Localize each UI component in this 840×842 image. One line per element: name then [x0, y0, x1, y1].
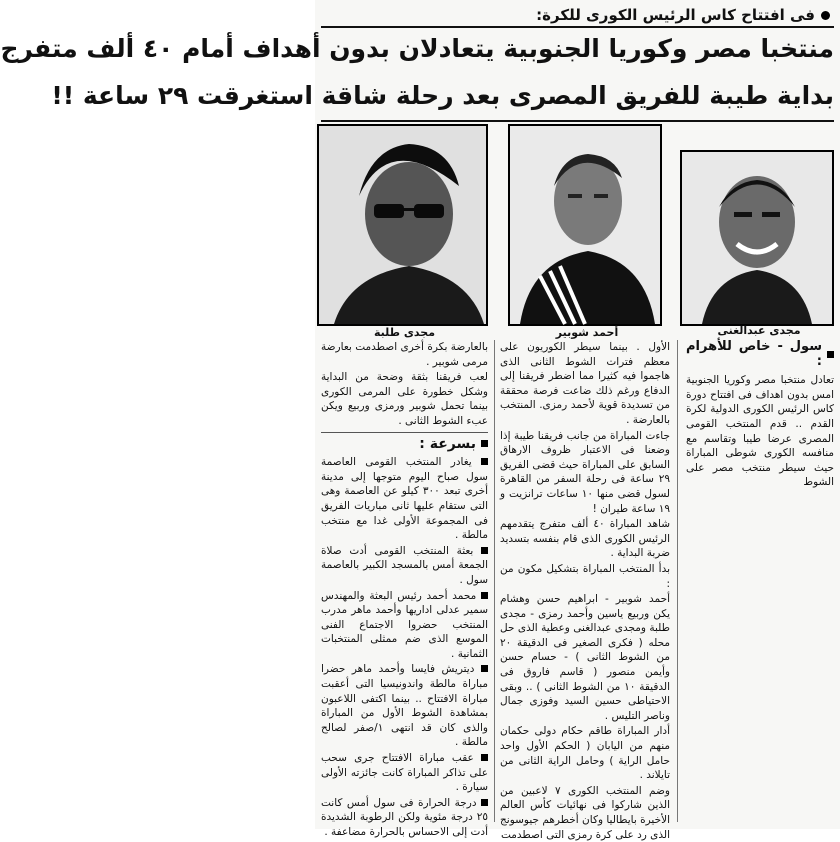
- paragraph: وضم المنتخب الكورى ٧ لاعبين من الذين شاركوا فى نهائيات كأس العالم الأخيرة بايطاليا وكان أخطرهم جيوسونج الذى رد على كرة رمزى التى اصطدمت: [500, 784, 670, 841]
- photo-ahmed-shobeir: [508, 124, 662, 326]
- paragraph: أدار المباراة طاقم حكام دولى حكمان منهم من اليابان ( الحكم الأول واحد حامل الراية ) وحامل الراية الثانى من تايلاند .: [500, 725, 670, 782]
- bullet-icon: [821, 11, 830, 20]
- column-divider: [677, 340, 678, 822]
- paragraph: لعب فريقنا بثقة وضحة من البداية وشكل خطورة على المرمى الكورى بينما تحمل شوبير ورمزى وربيع ويكن عبء الشوط الثانى .: [321, 371, 488, 427]
- brief-item: محمد أحمد رئيس البعثة والمهندس سمير عدلى اداريها وأحمد ماهر مدرب المنتخب حضروا الاجتماع الفنى الموسع الذى ضم ممثلى المنتخبات الثمانية .: [321, 589, 488, 660]
- divider: [321, 432, 488, 433]
- brief-item: بعثة المنتخب القومى أدت صلاة الجمعة أمس بالمسجد الكبير بالعاصمة سول .: [321, 544, 488, 586]
- article-column-middle: [500, 340, 671, 841]
- byline: سول - خاص للأهرام :: [686, 340, 834, 369]
- bullet-icon: [481, 547, 488, 554]
- bullet-icon: [481, 440, 488, 447]
- article-column-left: [321, 340, 488, 838]
- rule: [321, 120, 834, 122]
- paragraph: بالعارضة بكرة أخرى اصطدمت بعارضة مرمى شوبير .: [321, 341, 488, 368]
- brief-item: ديتريش فايسا وأحمد ماهر حضرا مباراة مالطة واندونيسيا التى أعقبت مباراة الافتتاح .. بينما اكتفى اللاعبون بمشاهدة الشوط الأول من المباراة والذى كان قد انتهى ١/صفر لصالح مالطة .: [321, 663, 488, 749]
- player-portrait-sunglasses-icon: [319, 126, 486, 324]
- kicker-text: فى افتتاح كاس الرئيس الكورى للكرة:: [536, 6, 815, 24]
- paragraph: شاهد المباراة ٤٠ ألف متفرج يتقدمهم الرئيس الكورى الذى قام بنفسه بتسديد ضربة البداية .: [500, 518, 670, 560]
- photo-magdy-tolba: [317, 124, 488, 326]
- paragraph: أحمد شوبير - ابراهيم حسن وهشام يكن وربيع ياسين وأحمد رمزى - مجدى طلبة ومجدى عبدالغنى وعطية الذى حل محله ( فكرى الصغير فى الدقيقة ٢٠ من الشوط الثانى ) - حسام حسن وأيمن منصور ( قاسم فاروق فى الدقيقة ١٠ من الشوط الثانى ) .. وبقى الاحتياطى حسين السيد وفوزى جمال وناصر التليس .: [500, 593, 670, 722]
- photo-caption: أحمد شوبير: [555, 326, 619, 339]
- bullet-icon: [481, 799, 488, 806]
- column-divider: [494, 340, 495, 822]
- player-portrait-jersey-icon: [510, 126, 660, 324]
- brief-item: عقب مباراة الافتتاح جرى سحب على تذاكر المباراة كانت جائزته الأولى سيارة .: [321, 752, 488, 794]
- paragraph: الأول . بينما سيطر الكوريون على معظم فترات الشوط الثانى الذى هاجموا فيه كثيرا مما اضطر فريقنا إلى الدفاع ورغم ذلك ضاعت فرصة محققة من تسديدة قوية لأحمد رمزى. المنتخب بالعارضة .: [500, 341, 670, 426]
- photo-magdy-abdelghany: [680, 150, 834, 326]
- player-portrait-smiling-icon: [682, 152, 832, 324]
- bullet-icon: [481, 592, 488, 599]
- photo-caption: مجدى عبدالغنى: [717, 324, 801, 337]
- brief-item: يغادر المنتخب القومى العاصمة سول صباح اليوم متوجها إلى مدينة أخرى تبعد ٣٠٠ كيلو عن العاصمة وهى التى ستقام عليها ثانى مباريات الفريق فى المجموعة الأولى غدا مع منتخب مالطة .: [321, 456, 488, 542]
- paragraph: تعادل منتخبا مصر وكوريا الجنوبية امس بدون اهداف فى افتتاح دورة كاس الرئيس الكورى الدولية لكرة القدم .. قدم المنتخب القومى المصرى عرضا طيبا وتقاسم مع منافسه الكورى شوطى المباراة حيث سيطر منتخب مصر على الشوط: [686, 374, 834, 489]
- subheadline: بداية طيبة للفريق المصرى بعد رحلة شاقة استغرقت ٢٩ ساعة !!: [51, 81, 834, 110]
- paragraph: جاءت المباراة من جانب فريقنا طيبة إذا وضعنا فى الاعتبار ظروف الارهاق السابق على المباراة حيث قضى الفريق ٢٩ ساعة فى رحلة السفر من القاهرة لسول قضى منها ١٠ ساعات ترانزيت و ١٩ ساعة طيران !: [500, 429, 671, 515]
- briefs-heading: بسرعة :: [321, 437, 488, 452]
- brief-item: درجة الحرارة فى سول أمس كانت ٢٥ درجة مئوية ولكن الرطوبة الشديدة أدت إلى الاحساس بالحرارة مضاعفة .: [321, 796, 488, 838]
- photo-caption: مجدى طلبة: [373, 326, 435, 339]
- paragraph: بدأ المنتخب المباراة بتشكيل مكون من :: [500, 562, 670, 590]
- bullet-icon: [481, 665, 488, 672]
- bullet-icon: [481, 458, 488, 465]
- article-column-right: [686, 339, 834, 489]
- bullet-icon: [827, 351, 834, 358]
- headline: منتخبا مصر وكوريا الجنوبية يتعادلان بدون أهداف أمام ٤٠ ألف متفرج: [0, 34, 834, 63]
- bullet-icon: [481, 754, 488, 761]
- kicker: [325, 4, 830, 26]
